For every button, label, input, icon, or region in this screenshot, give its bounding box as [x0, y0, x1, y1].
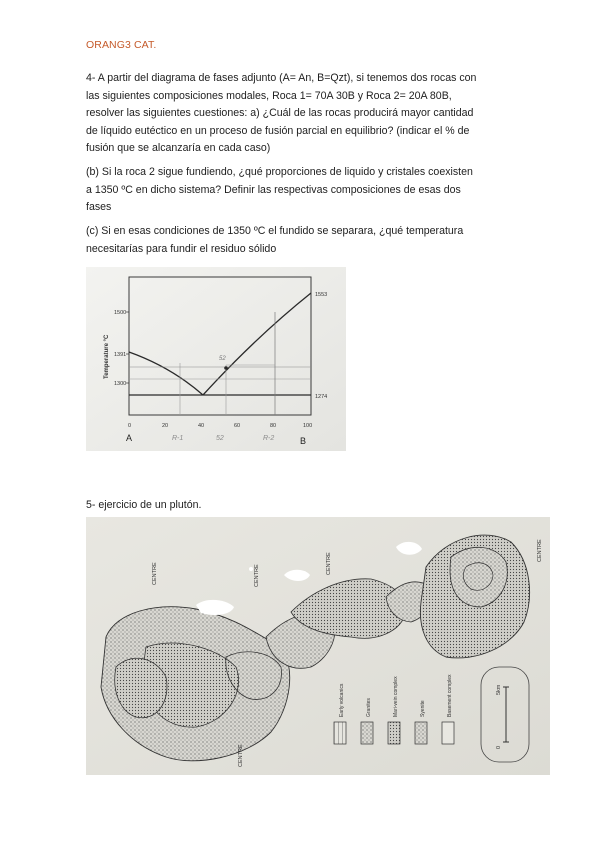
pluton-map-photo — [86, 517, 550, 775]
legend-swatch-basement — [442, 722, 454, 744]
centre-label-5: CENTRE — [537, 539, 543, 562]
ytick-1300: 1300 — [114, 381, 127, 387]
xtick-0: 0 — [128, 423, 132, 429]
centre-label-2: CENTRE — [254, 564, 260, 587]
scale-zero: 0 — [496, 745, 502, 749]
scale-5km: 5km — [496, 684, 502, 695]
q4b-line-3: fases — [86, 201, 112, 213]
ytick-1500: 1500 — [114, 310, 127, 316]
ytick-1391: 1391 — [114, 352, 127, 358]
q4-line-3: resolver las siguientes cuestiones: a) ¿Cuál de las rocas producirá mayor cantidad — [86, 107, 474, 119]
legend-swatch-early-volcanics — [334, 722, 346, 744]
endmember-B: B — [300, 436, 307, 446]
label-1274: 1274 — [315, 394, 328, 400]
label-1553: 1553 — [315, 292, 328, 298]
q4-line-4: de líquido eutéctico en un proceso de fusión parcial en equilibrio? (indicar el % de — [86, 124, 470, 137]
hand-52: 52 — [216, 435, 224, 442]
xtick-80: 80 — [270, 423, 277, 429]
q4-line-2: las siguientes composiciones modales, Roca 1= 70A 30B y Roca 2= 20A 80B, — [86, 89, 452, 102]
q4b-line-2: a 1350 ºC en dicho sistema? Definir las respectivas composiciones de esas dos — [86, 183, 461, 196]
xtick-100: 100 — [303, 423, 313, 429]
question-4b-text — [86, 164, 516, 217]
centre-label-1: CENTRE — [152, 562, 158, 585]
legend-swatch-granites — [361, 722, 373, 744]
xtick-20: 20 — [162, 423, 169, 429]
xtick-60: 60 — [234, 423, 241, 429]
hand-point-label: 52 — [219, 356, 226, 362]
question-4-text — [86, 70, 516, 158]
y-axis-label: Temperature °C — [104, 334, 110, 379]
legend-swatch-syenite — [415, 722, 427, 744]
legend-early-volcanics: Early volcanics — [339, 683, 345, 717]
legend-granites: Granites — [366, 698, 372, 717]
legend-basement: Basement complex — [447, 674, 453, 717]
hand-r2: R-2 — [263, 435, 275, 442]
phase-diagram-svg — [86, 267, 346, 451]
legend-syenite: Syenite — [420, 700, 426, 717]
q4-line-5: fusión que se alcanzaría en cada caso) — [86, 142, 271, 154]
xtick-40: 40 — [198, 423, 205, 429]
marked-point — [224, 366, 228, 370]
page-header: ORANG3 CAT. — [86, 39, 157, 51]
legend-mari-vein: Mari-vein complex — [393, 676, 399, 717]
hand-r1: R-1 — [172, 435, 184, 442]
question-5-title: 5- ejercicio de un plutón. — [86, 499, 202, 511]
centre-label-3: CENTRE — [326, 552, 332, 575]
question-4c-text — [86, 223, 516, 258]
q4-line-1: 4- A partir del diagrama de fases adjunto (A= An, B=Qzt), si tenemos dos rocas con — [86, 72, 477, 84]
phase-diagram-photo — [86, 267, 346, 451]
q4c-line-2: necesitarías para fundir el residuo sólido — [86, 242, 277, 255]
q4b-line-1: (b) Si la roca 2 sigue fundiendo, ¿qué proporciones de liquido y cristales coexisten — [86, 166, 473, 178]
legend-swatch-mari-vein — [388, 722, 400, 744]
centre-label-4: CENTRE — [238, 744, 244, 767]
q4c-line-1: (c) Si en esas condiciones de 1350 ºC el fundido se separara, ¿qué temperatura — [86, 225, 464, 237]
pluton-map-svg — [86, 517, 550, 775]
endmember-A: A — [126, 433, 133, 443]
